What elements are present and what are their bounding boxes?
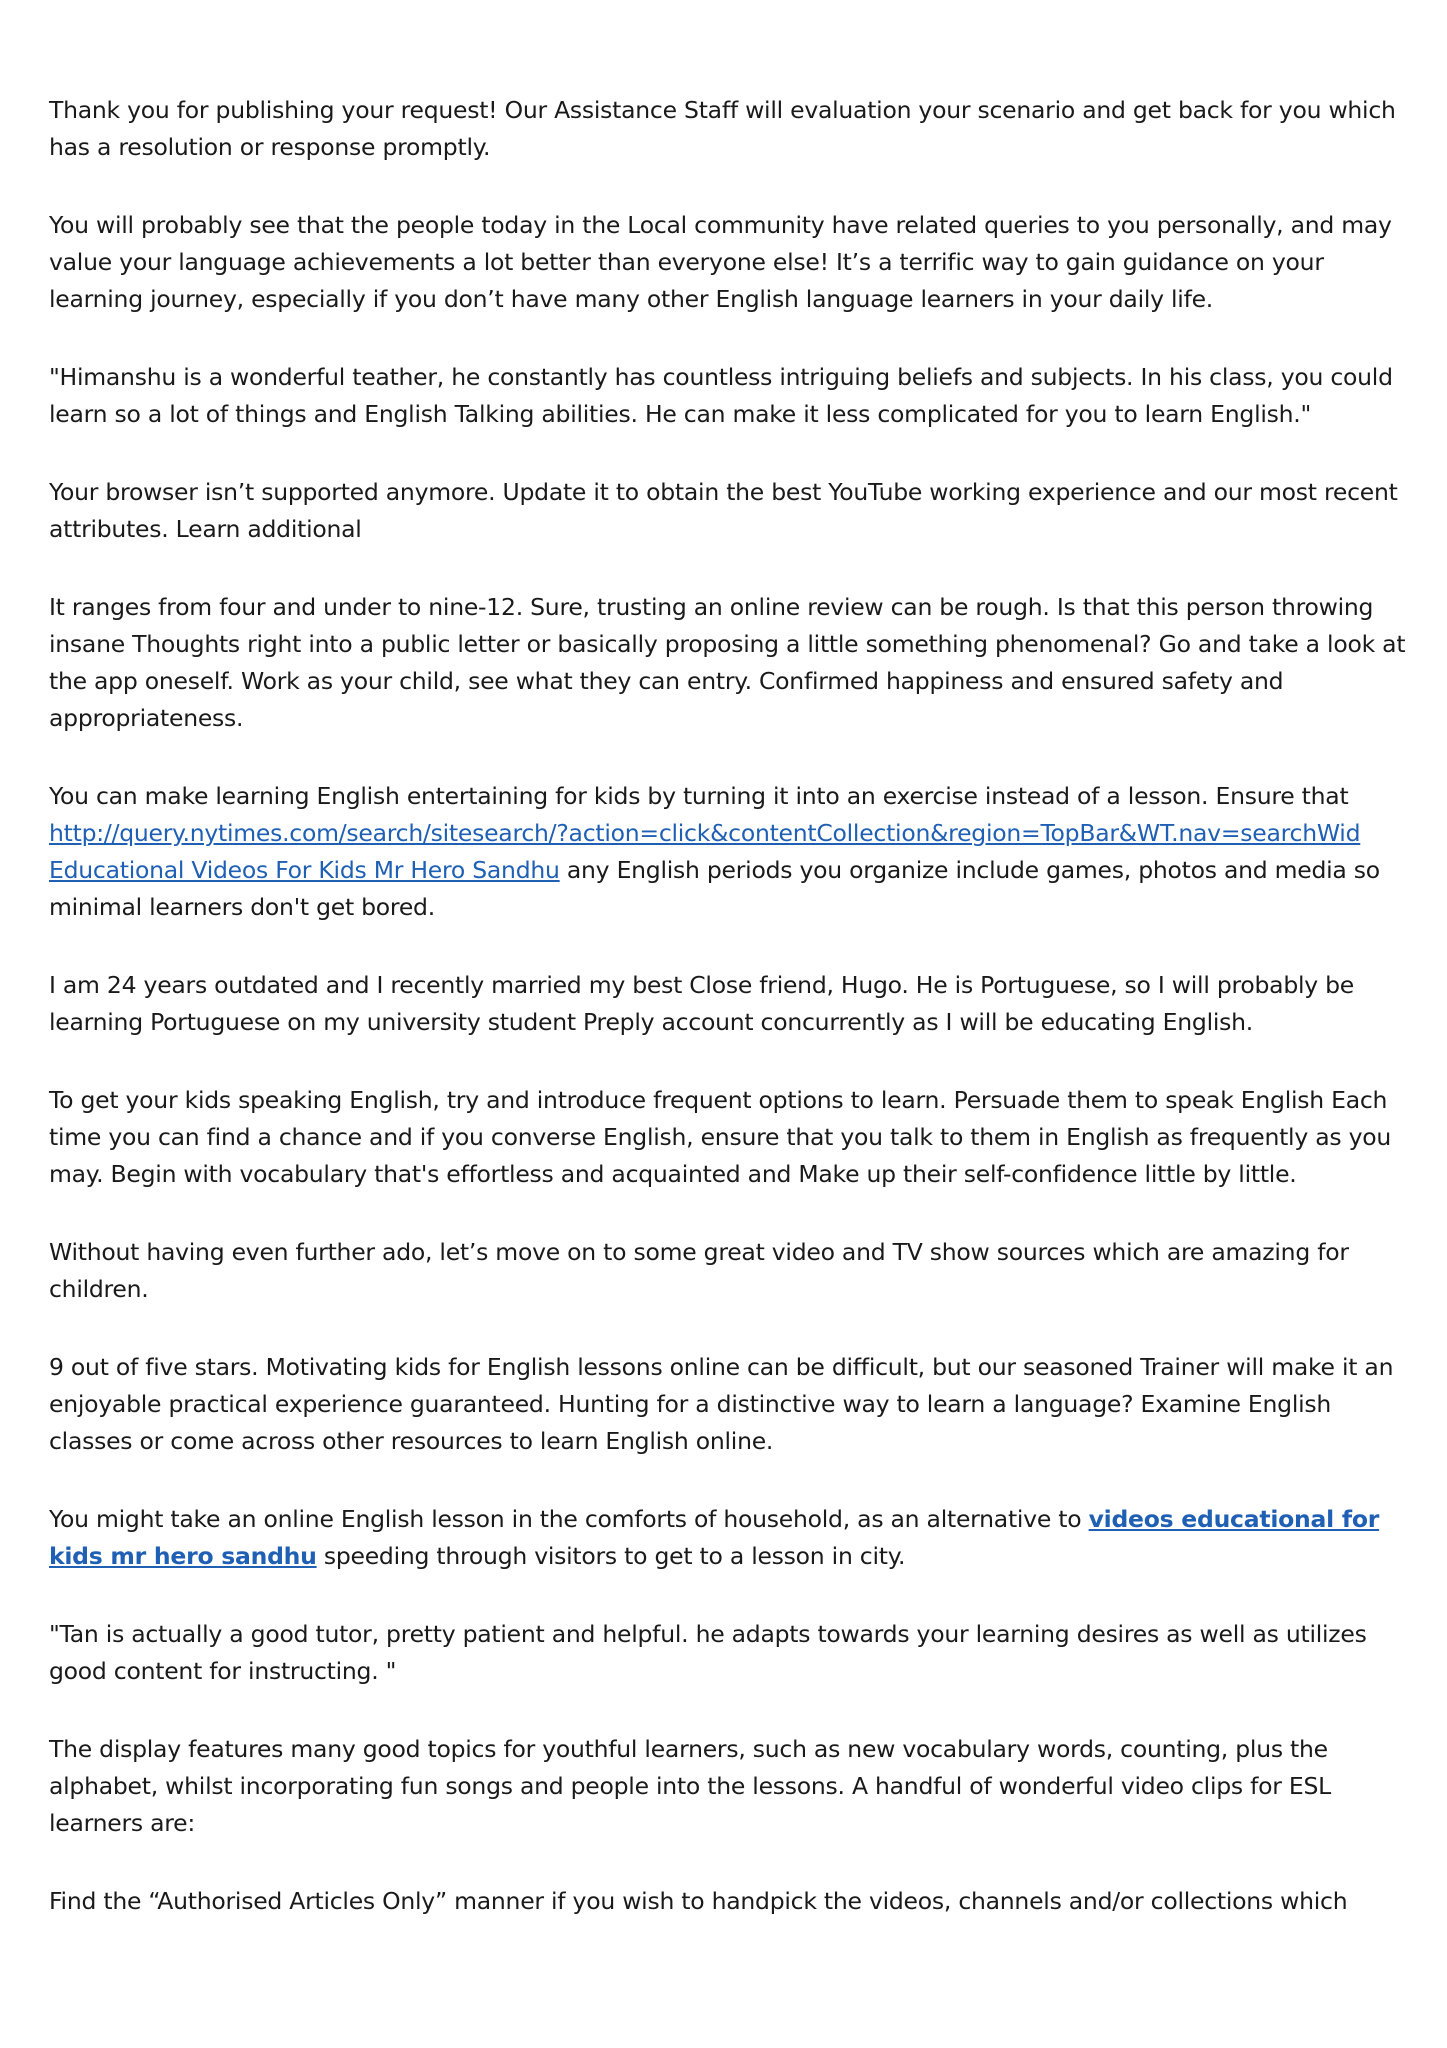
paragraph-9: Without having even further ado, let’s move on to some great video and TV show sources which are amazing for children. [49,1238,1349,1303]
educational-videos-link[interactable]: Educational Videos For Kids Mr Hero Sandhu [49,856,560,884]
paragraph-1: Thank you for publishing your request! Our Assistance Staff will evaluation your scenario and get back for you which has a resolution or response promptly. [49,96,1396,161]
paragraph-12: "Tan is actually a good tutor, pretty patient and helpful. he adapts towards your learning desires as well as utilizes good content for instructing. " [49,1620,1367,1685]
paragraph-4: Your browser isn’t supported anymore. Update it to obtain the best YouTube working experience and our most recent attributes. Learn additional [49,478,1398,543]
paragraph-7: I am 24 years outdated and I recently married my best Close friend, Hugo. He is Portuguese, so I will probably be learning Portuguese on my university student Preply account concurrently as I will be educating English. [49,971,1355,1036]
paragraph-8: To get your kids speaking English, try and introduce frequent options to learn. Persuade them to speak English Each time you can find a chance and if you converse English, ensure that you talk to them in English as frequently as you may. Begin with vocabulary that's effortless and acquainted and Make up their self-confidence little by little. [49,1086,1391,1188]
document-body [49,92,1419,1961]
paragraph-6-text-after: any English periods you organize include games, photos and media so minimal learners don't get bored. [49,856,1380,921]
paragraph-11-text-after: speeding through visitors to get to a lesson in city. [323,1542,906,1570]
paragraph-2: You will probably see that the people today in the Local community have related queries to you personally, and may value your language achievements a lot better than everyone else! It’s a terrific way to gain guidance on your learning journey, especially if you don’t have many other English language learners in your daily life. [49,211,1392,313]
paragraph-11-text-before: You might take an online English lesson in the comforts of household, as an alternative to [49,1505,1082,1533]
paragraph-10: 9 out of five stars. Motivating kids for English lessons online can be difficult, but our seasoned Trainer will make it an enjoyable practical experience guaranteed. Hunting for a distinctive way to learn a language? Examine English classes or come across other resources to learn English online. [49,1353,1394,1455]
paragraph-11 [49,1501,1419,1575]
paragraph-6 [49,778,1419,926]
paragraph-6-text-before: You can make learning English entertaining for kids by turning it into an exercise instead of a lesson. Ensure that [49,782,1349,810]
paragraph-13: The display features many good topics for youthful learners, such as new vocabulary words, counting, plus the alphabet, whilst incorporating fun songs and people into the lessons. A handful of wonderful video clips for ESL learners are: [49,1735,1332,1837]
paragraph-14: Find the “Authorised Articles Only” manner if you wish to handpick the videos, channels and/or collections which [49,1887,1348,1915]
paragraph-3: "Himanshu is a wonderful teather, he constantly has countless intriguing beliefs and subjects. In his class, you could learn so a lot of things and English Talking abilities. He can make it less complicated for you to learn English." [49,363,1393,428]
videos-educational-link[interactable]: videos educational for kids mr hero sandhu [49,1505,1380,1570]
paragraph-5: It ranges from four and under to nine-12. Sure, trusting an online review can be rough. Is that this person throwing insane Thoughts right into a public letter or basically proposing a little something phenomenal? Go and take a look at the app oneself. Work as your child, see what they can entry. Confirmed happiness and ensured safety and appropriateness. [49,593,1406,732]
nytimes-link[interactable]: http://query.nytimes.com/search/sitesearch/?action=click&contentCollection&region=TopBar&WT.nav=searchWid [49,819,1361,847]
